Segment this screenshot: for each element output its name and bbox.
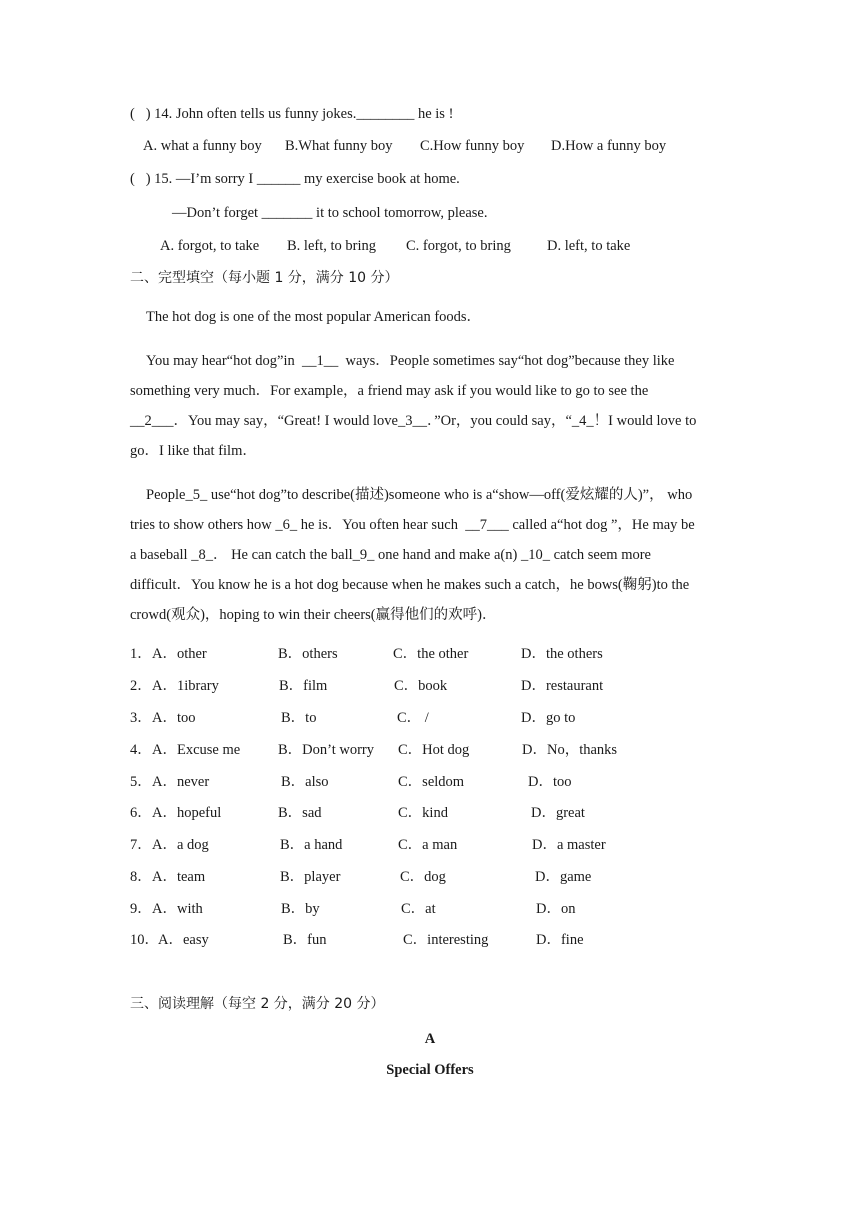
cloze-paragraph-2-line-4: difficult．You know he is a hot dog because when he makes such a catch，he bows(鞠躬)to the (130, 577, 690, 593)
cloze-intro: The hot dog is one of the most popular American foods． (146, 309, 482, 325)
cloze-q1-option-a: A．other (152, 646, 207, 662)
cloze-q6-option-a: A．hopeful (152, 805, 222, 821)
reading-section-heading: 三、阅读理解（每空 2 分，满分 20 分） (130, 996, 385, 1012)
cloze-paragraph-1-line-3: __2___．You may say，“Great! I would love_3__．”Or，you could say，“_4_！I would love to (130, 413, 697, 429)
cloze-q3-number: 3． (130, 710, 152, 726)
cloze-q3-option-c: C． / (397, 710, 429, 726)
cloze-q5-option-d: D．too (528, 774, 572, 790)
cloze-q7-option-b: B．a hand (280, 837, 343, 853)
question-14-option-a: A. what a funny boy (143, 138, 262, 154)
cloze-q4-number: 4． (130, 742, 152, 758)
question-15-stem: ( ) 15. —I’m sorry I ______ my exercise book at home. (130, 171, 460, 187)
cloze-q9-option-b: B．by (281, 901, 320, 917)
cloze-q2-option-a: A．1ibrary (152, 678, 219, 694)
cloze-q3-option-d: D．go to (521, 710, 576, 726)
cloze-q8-option-d: D．game (535, 869, 592, 885)
cloze-q7-option-a: A．a dog (152, 837, 209, 853)
cloze-paragraph-1-line-1: You may hear“hot dog”in __1__ ways．People sometimes say“hot dog”because they like (146, 353, 675, 369)
cloze-q3-option-b: B．to (281, 710, 317, 726)
cloze-q1-option-c: C．the other (393, 646, 469, 662)
question-14-option-c: C.How funny boy (420, 138, 525, 154)
cloze-q1-number: 1． (130, 646, 152, 662)
cloze-q9-option-c: C．at (401, 901, 436, 917)
cloze-q6-number: 6． (130, 805, 152, 821)
reading-passage-title: Special Offers (386, 1062, 474, 1078)
cloze-q8-option-c: C．dog (400, 869, 446, 885)
cloze-q4-option-d: D．No，thanks (522, 742, 618, 758)
question-15-option-d: D. left, to take (547, 238, 631, 254)
cloze-q3-option-a: A．too (152, 710, 196, 726)
cloze-q5-option-a: A．never (152, 774, 210, 790)
cloze-q7-option-c: C．a man (398, 837, 458, 853)
question-14-stem: ( ) 14. John often tells us funny jokes.________ he is ! (130, 106, 454, 122)
cloze-q1-option-b: B．others (278, 646, 338, 662)
cloze-q2-option-b: B．film (279, 678, 328, 694)
cloze-q8-option-a: A．team (152, 869, 206, 885)
cloze-q9-option-a: A．with (152, 901, 203, 917)
cloze-paragraph-2-line-5: crowd(观众)，hoping to win their cheers(赢得他们的欢呼)． (130, 607, 497, 623)
cloze-q10-option-b: B．fun (283, 932, 327, 948)
cloze-q6-option-d: D．great (531, 805, 585, 821)
cloze-q2-option-d: D．restaurant (521, 678, 604, 694)
question-14-option-b: B.What funny boy (285, 138, 393, 154)
cloze-q6-option-b: B．sad (278, 805, 322, 821)
cloze-q5-option-b: B．also (281, 774, 329, 790)
cloze-q1-option-d: D．the others (521, 646, 603, 662)
cloze-q10-option-d: D．fine (536, 932, 584, 948)
cloze-q4-option-c: C．Hot dog (398, 742, 470, 758)
cloze-q7-number: 7． (130, 837, 152, 853)
question-15-option-a: A. forgot, to take (160, 238, 260, 254)
question-15-option-b: B. left, to bring (287, 238, 377, 254)
question-15-option-c: C. forgot, to bring (406, 238, 511, 254)
cloze-q4-option-a: A．Excuse me (152, 742, 241, 758)
cloze-q6-option-c: C．kind (398, 805, 448, 821)
cloze-q10-number: 10． (130, 932, 159, 948)
cloze-q9-option-d: D．on (536, 901, 576, 917)
cloze-q10-option-c: C．interesting (403, 932, 489, 948)
cloze-q9-number: 9． (130, 901, 152, 917)
cloze-q5-option-c: C．seldom (398, 774, 465, 790)
reading-part-label: A (424, 1031, 436, 1047)
question-14-option-d: D.How a funny boy (551, 138, 667, 154)
cloze-q2-option-c: C．book (394, 678, 448, 694)
cloze-paragraph-2-line-2: tries to show others how _6_ he is．You often hear such __7___ called a“hot dog ”，He may be (130, 517, 695, 533)
cloze-section-heading: 二、完型填空（每小题 1 分，满分 10 分） (130, 270, 399, 286)
question-15-stem-response: —Don’t forget _______ it to school tomorrow, please. (172, 205, 488, 221)
cloze-q10-option-a: A．easy (158, 932, 209, 948)
cloze-q7-option-d: D．a master (532, 837, 606, 853)
cloze-q8-option-b: B．player (280, 869, 341, 885)
cloze-q8-number: 8． (130, 869, 152, 885)
cloze-paragraph-1-line-2: something very much．For example，a friend may ask if you would like to go to see the (130, 383, 649, 399)
cloze-q2-number: 2． (130, 678, 152, 694)
cloze-paragraph-2-line-1: People_5_ use“hot dog”to describe(描述)someone who is a“show—off(爱炫耀的人)”， who (146, 487, 693, 503)
cloze-paragraph-1-line-4: go．I like that film． (130, 443, 257, 459)
cloze-q4-option-b: B．Don’t worry (278, 742, 374, 758)
cloze-q5-number: 5． (130, 774, 152, 790)
cloze-paragraph-2-line-3: a baseball _8_． He can catch the ball_9_ one hand and make a(n) _10_ catch seem more (130, 547, 651, 563)
